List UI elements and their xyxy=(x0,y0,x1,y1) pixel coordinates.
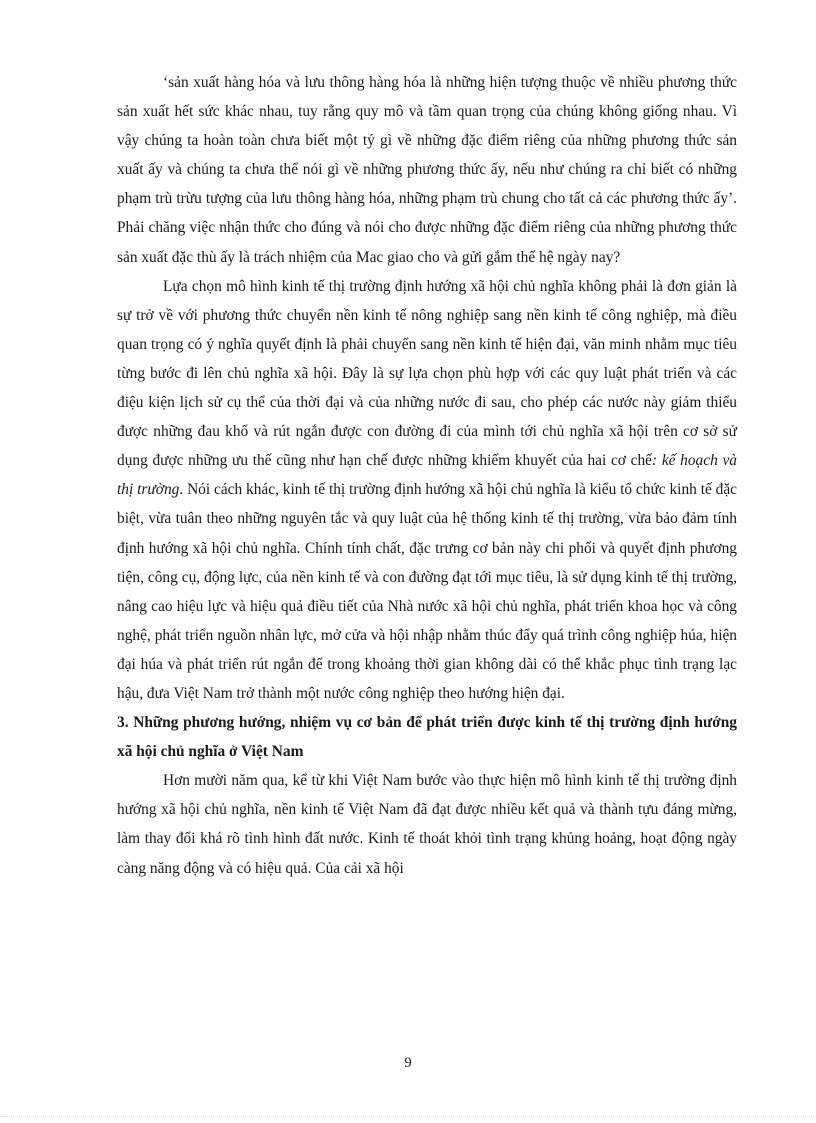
body-paragraph: Hơn mười năm qua, kể từ khi Việt Nam bước vào thực hiện mô hình kinh tế thị trường định hướng xã hội chủ nghĩa, nền kinh tế Việt Nam đã đạt được nhiều kết quả và thành tựu đáng mừng, làm thay đổi khá rõ tình hình đất nước. Kinh tế thoát khỏi tình trạng khủng hoảng, hoạt động ngày càng năng động và có hiệu quả. Của cải xã hội xyxy=(117,772,737,877)
section-heading: 3. Những phương hướng, nhiệm vụ cơ bản để phát triển được kinh tế thị trường định hướng xã hội chủ nghĩa ở Việt Nam xyxy=(117,714,737,761)
body-paragraph xyxy=(117,272,737,708)
page-number: 9 xyxy=(404,1055,412,1071)
document-page xyxy=(117,68,737,883)
emphasized-text: : kế hoạch và thị trường xyxy=(117,452,737,499)
paragraph-text: . Nói cách khác, kinh tế thị trường định hướng xã hội chủ nghĩa là kiểu tổ chức kinh tế đặc biệt, vừa tuân theo những nguyên tắc và quy luật của hệ thống kinh tế thị trường, vừa bảo đảm tính định hướng xã hội chủ nghĩa. Chính tính chất, đặc trưng cơ bản này chi phối và quyết định phương tiện, công cụ, động lực, của nền kinh tế và con đường đạt tới mục tiêu, là sử dụng kinh tế thị trường, nâng cao hiệu lực và hiệu quả điều tiết của Nhà nước xã hội chủ nghĩa, phát triển khoa học và công nghệ, phát triển nguồn nhân lực, mở cửa và hội nhập nhằm thúc đẩy quá trình công nghiệp húa, hiện đại húa và phát triển rút ngắn để trong khoảng thời gian không dài có thể khắc phục tình trạng lạc hậu, đưa Việt Nam trở thành một nước công nghiệp theo hướng hiện đại. xyxy=(117,481,738,702)
page-divider xyxy=(0,1116,816,1117)
paragraph-text: Lựa chọn mô hình kinh tế thị trường định hướng xã hội chủ nghĩa không phải là đơn giản là sự trở về với phương thức chuyển nền kinh tế nông nghiệp sang nền kinh tế công nghiệp, mà điều quan trọng có ý nghĩa quyết định là phải chuyển sang nền kinh tế hiện đại, văn minh nhằm mục tiêu từng bước đi lên chủ nghĩa xã hội. Đây là sự lựa chọn phù hợp với các quy luật phát triển và các điệu kiện lịch sử cụ thể của thời đại và của những nước đi sau, cho phép các nước này giảm thiểu được những đau khổ và rút ngắn được con đường đi của mình tới chủ nghĩa xã hội trên cơ sở sử dụng được những ưu thế cũng như hạn chế được những khiếm khuyết của hai cơ chế xyxy=(117,277,737,470)
body-paragraph: ‘sản xuất hàng hóa và lưu thông hàng hóa là những hiện tượng thuộc về nhiều phương thức sản xuất hết sức khác nhau, tuy rằng quy mô và tầm quan trọng của chúng không giống nhau. Vì vậy chúng ta hoàn toàn chưa biết một tý gì về những đặc điểm riêng của những phương thức sản xuất ấy và chúng ta chưa thể nói gì về những phương thức ấy, nếu như chúng ra chỉ biết có những phạm trù trừu tượng của lưu thông hàng hóa, những phạm trù chung cho tất cả các phương thức ấy’. Phải chăng việc nhận thức cho đúng và nói cho được những đặc điểm riêng của những phương thức sản xuất đặc thù ấy là trách nhiệm của Mac giao cho và gửi gắm thế hệ ngày nay? xyxy=(117,74,737,266)
